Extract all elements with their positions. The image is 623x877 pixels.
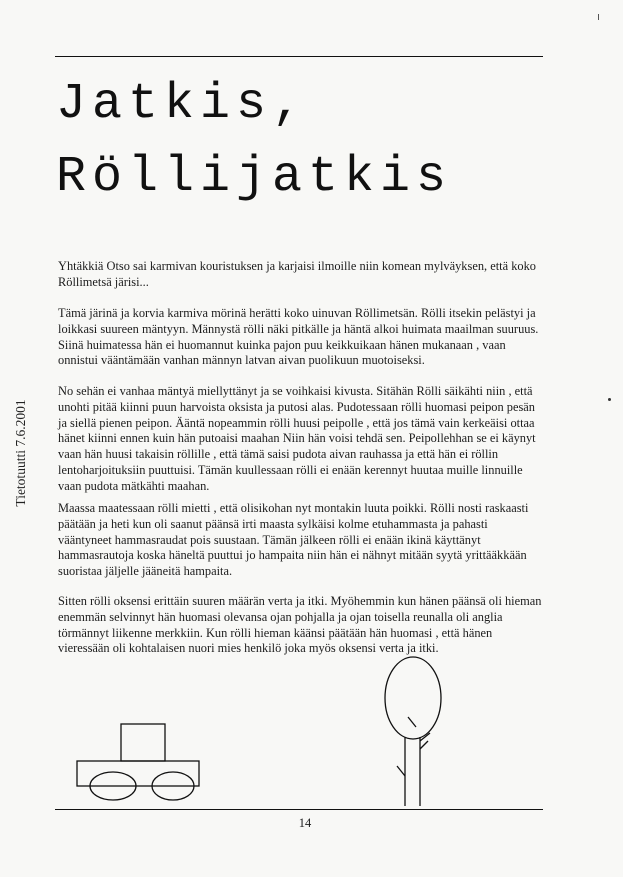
paragraph-3: No sehän ei vanhaa mäntyä miellyttänyt ja se voihkaisi kivusta. Sitähän Rölli säikähti niin , että unohti pitää kiinni puun harvoista oksista ja putosi alas. Pudotessaan rölli huomasi peipon pesän ja siellä pienen peipon. Ääntä nopeammin rölli huusi peipolle , että jos tämä vain kerkeäisi ottaa hänet kiinni ennen kuin hän putoaisi maahan Niin hän voisi tehdä sen. Peipollehhan se ei käynyt vaan hän huusi takaisin röllille , että tämä saisi pudota aivan rauhassa ja että hän ei röllin lentoharjoituksiin puuttuisi. Tämän kuullessaan rölli ei enään kerennyt huutaa muille linnuille vaan pudota mätkähti maahan. [58,384,536,493]
tree-drawing [385,657,441,806]
tree-branch-3 [420,741,428,749]
tree-branch-1 [408,717,416,727]
title-line-2: Röllijatkis [56,149,453,206]
title-line-1: Jatkis, [56,76,309,133]
page-number: 14 [298,816,312,830]
tree-crown [385,657,441,739]
paragraph-1: Yhtäkkiä Otso sai karmivan kouristuksen ja karjaisi ilmoille niin komean mylväyksen, että koko Röllimetsä järisi... [58,259,536,289]
paragraph-2: Tämä järinä ja korvia karmiva mörinä herätti koko uinuvan Röllimetsän. Rölli itsekin pelästyi ja loikkasi suureen mäntyyn. Männystä rölli näki pitkälle ja häntä alkoi huimata maailman suuruus. Siinä huimatessa hän ei huomannut kuinka pajon puu keikkuikaan hänen mukanaan , vaan onnistui vääntämään vanhan männyn latvan aivan puolikuun muotoiseksi. [58,306,539,368]
tree-branch-4 [397,766,405,776]
bottom-rule [55,809,543,810]
paragraph-4: Maassa maatessaan rölli mietti , että olisikohan nyt montakin luuta poikki. Rölli nosti raskaasti päätään ja heti kun oli saanut päänsä irti maasta sylkäisi kolme etuhammasta ja pahasti vääntyneet hammasraudat pois suustaan. Tämän jälkeen rölli ei enään ikinä käyttänyt hammasrautoja koska häneltä puuttui jo hampaita niin hän ei nähnyt mitään syytä yrittääkkään suoristaa jäljelle jääneitä hampaita. [58,501,529,579]
car-drawing [77,724,199,800]
paragraph-5: Sitten rölli oksensi erittäin suuren määrän verta ja itki. Myöhemmin kun hänen päänsä oli hieman enemmän selvinnyt hän huomasi olevansa ojan pohjalla ja ojan toisella reunalla oli anglia törmännyt liikenne merkkiin. Kun rölli hieman käänsi päätään hän huomasi , että hänen vieressään oli kohtalaisen nuori mies henkilö joka myös oksensi verta ja itki. [58,594,542,656]
car-cabin [121,724,165,761]
sidebar-date-text: Tietotuutti 7.6.2001 [13,399,28,507]
